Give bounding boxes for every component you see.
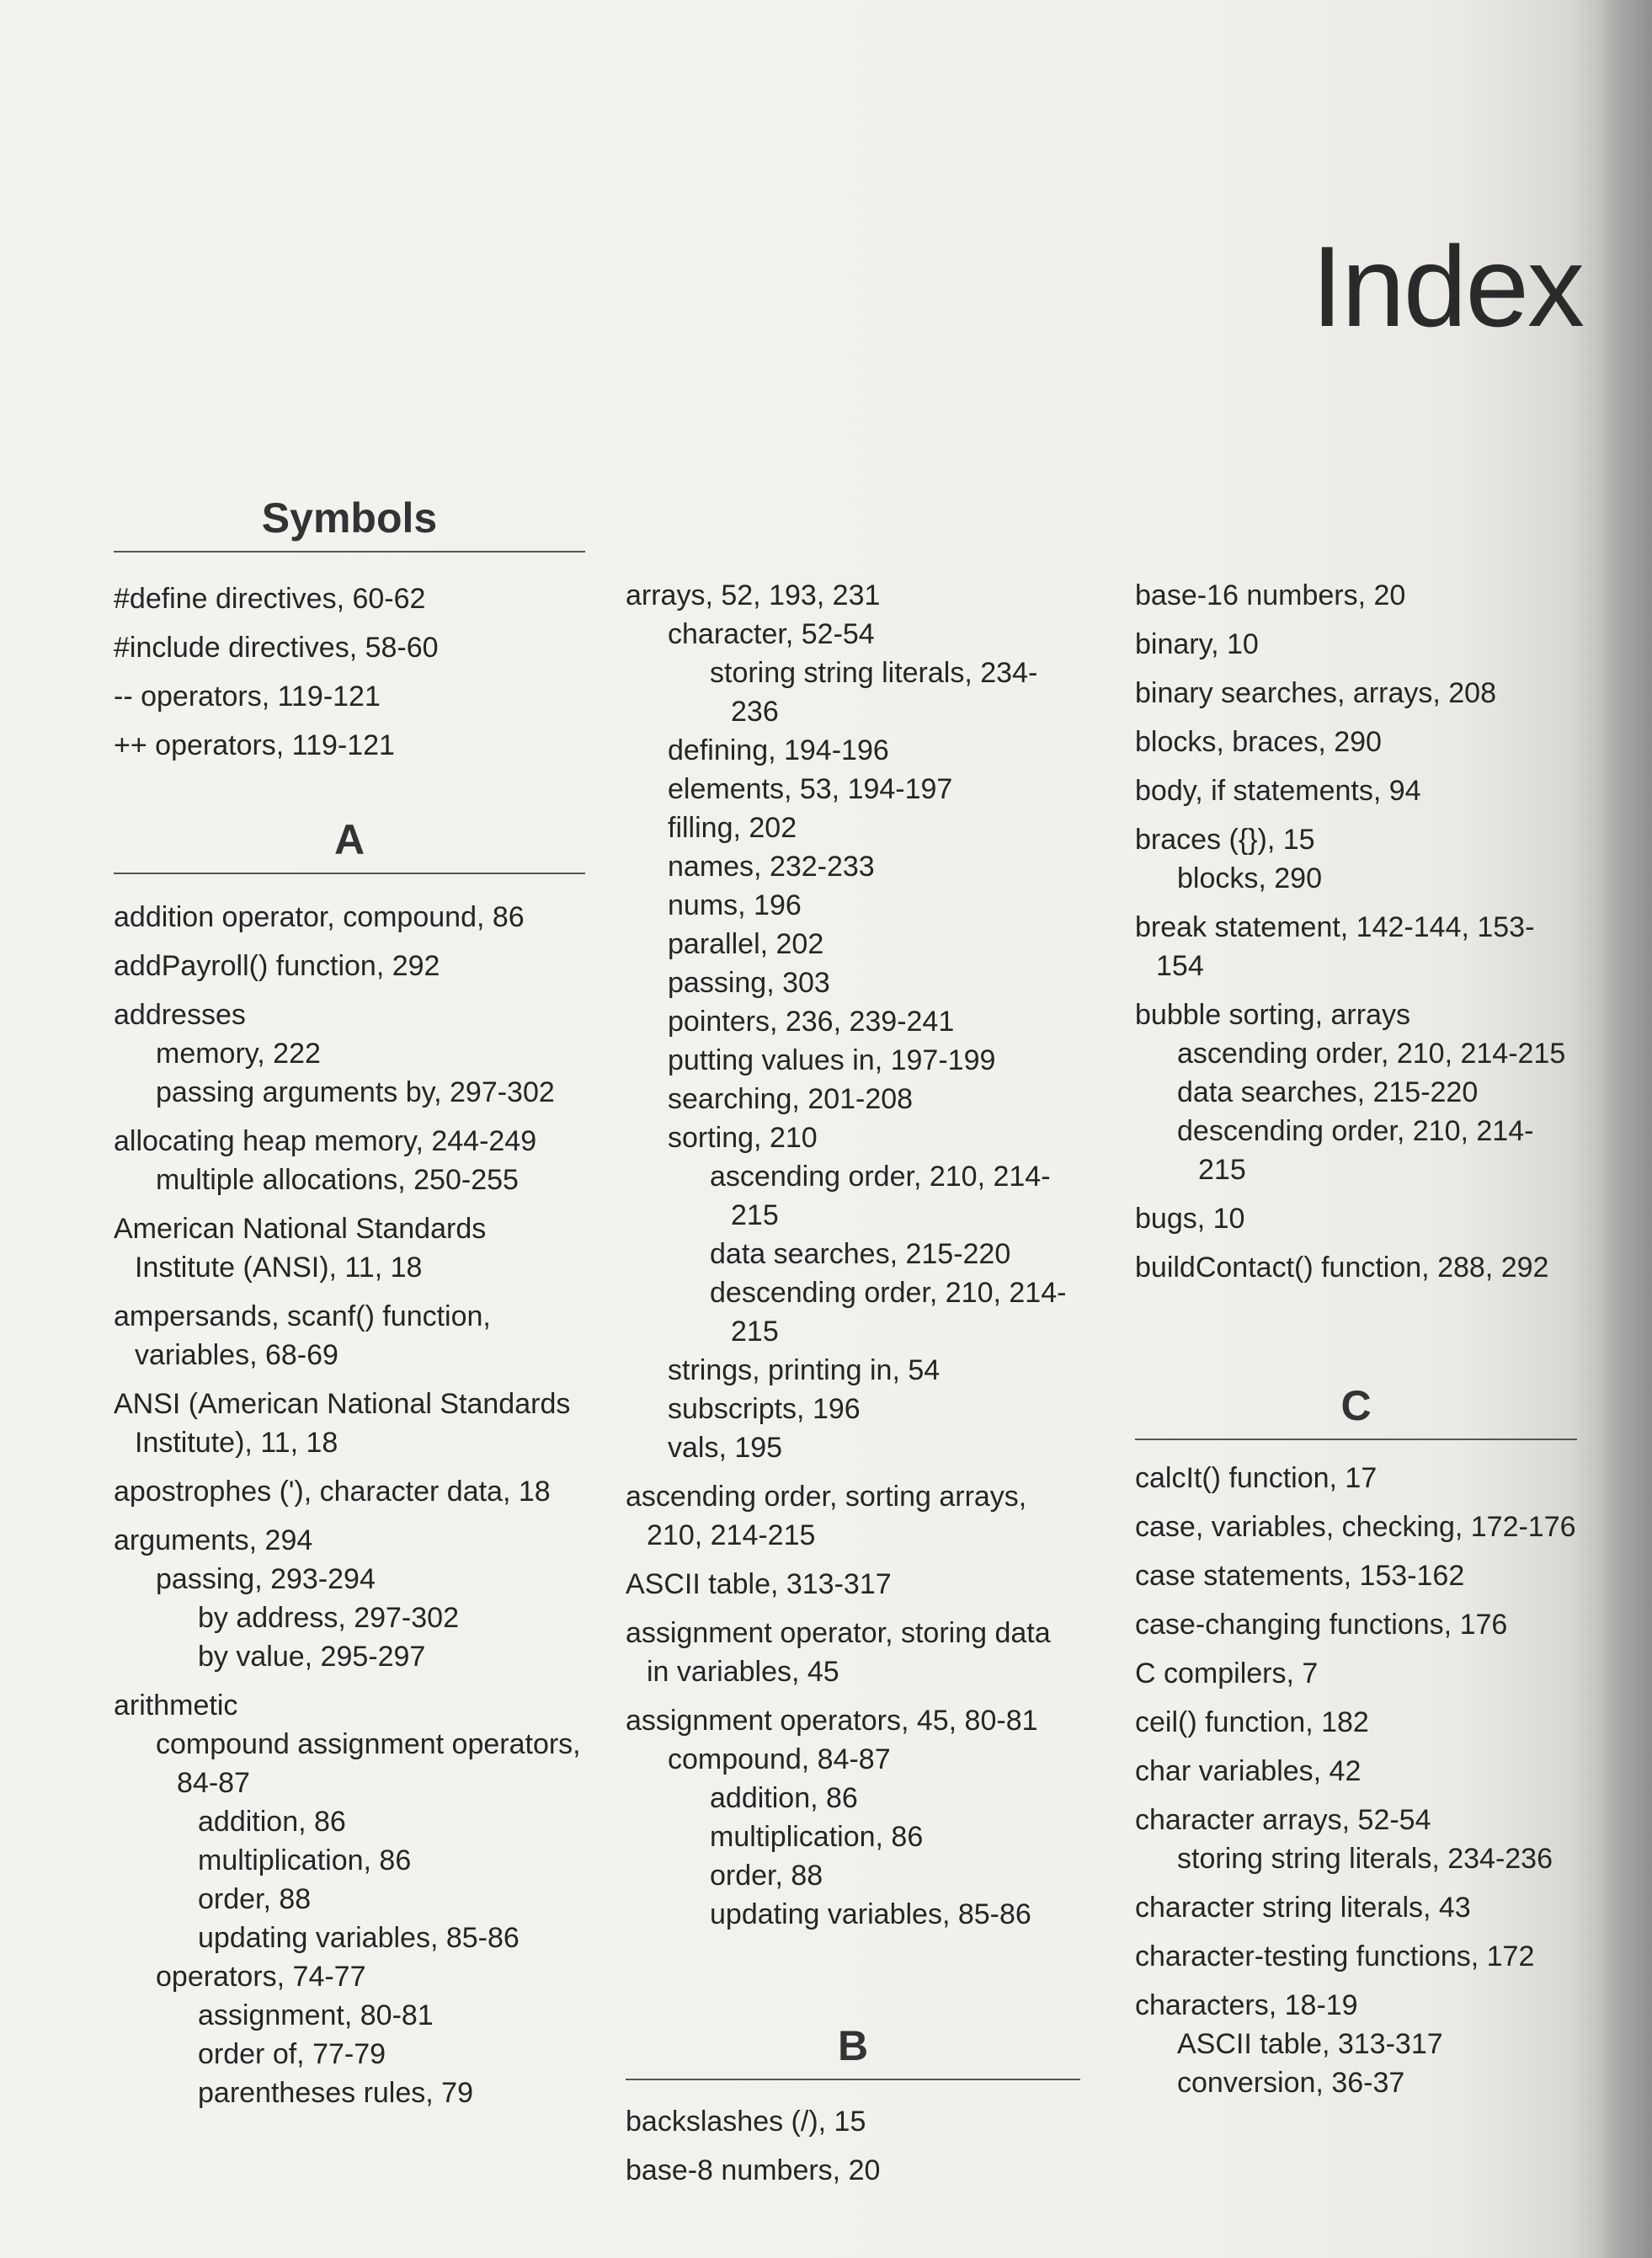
section-header-symbols (114, 494, 585, 552)
index-entry: C compilers, 7 (1135, 1657, 1319, 1689)
section-entries-b-cont (1135, 576, 1577, 1297)
index-subentry: multiple allocations, 250-255 (156, 1164, 519, 1196)
index-subentry: ascending order, 210, 214-215 (710, 1161, 1051, 1231)
index-subentry: parentheses rules, 79 (198, 2077, 473, 2109)
index-entry: ceil() function, 182 (1135, 1706, 1369, 1738)
index-subentry: strings, printing in, 54 (668, 1354, 941, 1386)
index-subentry: passing, 293-294 (156, 1563, 376, 1595)
index-entry: char variables, 42 (1135, 1755, 1362, 1787)
index-subentry: parallel, 202 (668, 928, 824, 960)
index-subentry: subscripts, 196 (668, 1393, 861, 1425)
index-subentry: descending order, 210, 214-215 (1177, 1115, 1534, 1186)
index-entry: bubble sorting, arrays (1135, 999, 1410, 1031)
index-entry: braces ({}), 15 (1135, 824, 1315, 856)
section-heading: C (1340, 1382, 1372, 1429)
index-subentry: elements, 53, 194-197 (668, 773, 953, 805)
index-entry: arrays, 52, 193, 231 (626, 579, 881, 611)
section-heading: Symbols (261, 494, 438, 542)
index-entry: allocating heap memory, 244-249 (114, 1125, 537, 1157)
section-rule (114, 551, 585, 552)
index-entry: assignment operators, 45, 80-81 (626, 1705, 1038, 1737)
index-subentry: order, 88 (710, 1860, 823, 1892)
index-entry: case-changing functions, 176 (1135, 1609, 1508, 1641)
index-subentry: defining, 194-196 (668, 734, 889, 766)
index-entry: character string literals, 43 (1135, 1892, 1471, 1924)
section-heading: A (333, 816, 365, 863)
index-subentry: addition, 86 (710, 1782, 858, 1814)
index-entry: American National Standards Institute (ANSI), 11, 18 (114, 1213, 487, 1284)
index-subentry: storing string literals, 234-236 (710, 657, 1038, 728)
index-subentry: updating variables, 85-86 (198, 1922, 520, 1954)
index-subentry: updating variables, 85-86 (710, 1898, 1031, 1930)
index-entry: arithmetic (114, 1689, 238, 1722)
section-entries-a (114, 898, 585, 2112)
index-entry: ampersands, scanf() function, variables, 68-69 (114, 1300, 491, 1371)
index-entry: binary, 10 (1135, 628, 1259, 660)
index-subentry: names, 232-233 (668, 851, 875, 883)
index-entry: addresses (114, 999, 246, 1031)
index-subentry: multiplication, 86 (198, 1844, 412, 1876)
page-edge-shadow (1601, 0, 1652, 2258)
index-subentry: by address, 297-302 (198, 1602, 459, 1634)
index-entry: #include directives, 58-60 (114, 632, 439, 664)
index-subentry: character, 52-54 (668, 618, 875, 650)
index-subentry: by value, 295-297 (198, 1641, 426, 1673)
index-entry: #define directives, 60-62 (114, 583, 426, 615)
index-entry: ASCII table, 313-317 (626, 1568, 892, 1600)
index-entry: body, if statements, 94 (1135, 775, 1421, 807)
index-entry: addPayroll() function, 292 (114, 950, 440, 982)
index-subentry: multiplication, 86 (710, 1821, 924, 1853)
index-subentry: ASCII table, 313-317 (1177, 2028, 1443, 2060)
index-entry: ascending order, sorting arrays, 210, 214-215 (626, 1481, 1027, 1551)
index-entry: character arrays, 52-54 (1135, 1804, 1431, 1836)
section-header-b (626, 2022, 1080, 2080)
index-entry: blocks, braces, 290 (1135, 726, 1382, 758)
index-entry: addition operator, compound, 86 (114, 901, 525, 933)
index-subentry: filling, 202 (668, 812, 797, 844)
index-subentry: compound assignment operators, 84-87 (156, 1728, 581, 1799)
index-subentry: assignment, 80-81 (198, 1999, 434, 2031)
index-subentry: ascending order, 210, 214-215 (1177, 1038, 1566, 1070)
index-subentry: addition, 86 (198, 1806, 346, 1838)
index-subentry: sorting, 210 (668, 1122, 818, 1154)
index-entry: backslashes (/), 15 (626, 2106, 866, 2138)
section-entries-symbols (114, 579, 585, 775)
index-entry: ANSI (American National Standards Institute), 11, 18 (114, 1388, 571, 1459)
index-entry: characters, 18-19 (1135, 1989, 1358, 2021)
index-subentry: putting values in, 197-199 (668, 1044, 996, 1076)
page-title: Index (1311, 222, 1583, 350)
section-header-c (1135, 1382, 1577, 1440)
section-rule (1135, 1439, 1577, 1440)
index-subentry: order of, 77-79 (198, 2038, 386, 2070)
index-entry: calcIt() function, 17 (1135, 1462, 1378, 1494)
index-subentry: operators, 74-77 (156, 1961, 366, 1993)
index-entry: base-16 numbers, 20 (1135, 579, 1406, 611)
section-entries-a-cont (626, 576, 1080, 1934)
index-subentry: storing string literals, 234-236 (1177, 1843, 1553, 1875)
index-entry: bugs, 10 (1135, 1203, 1245, 1235)
index-entry: arguments, 294 (114, 1524, 313, 1556)
index-entry: -- operators, 119-121 (114, 681, 381, 713)
index-subentry: blocks, 290 (1177, 862, 1322, 894)
index-subentry: passing, 303 (668, 967, 830, 999)
index-subentry: nums, 196 (668, 889, 802, 921)
section-rule (114, 873, 585, 874)
index-subentry: searching, 201-208 (668, 1083, 914, 1115)
section-heading: B (837, 2022, 869, 2069)
index-subentry: data searches, 215-220 (1177, 1076, 1479, 1108)
index-subentry: compound, 84-87 (668, 1743, 891, 1775)
index-subentry: descending order, 210, 214-215 (710, 1277, 1067, 1348)
section-entries-c (1135, 1459, 1577, 2102)
index-entry: ++ operators, 119-121 (114, 729, 395, 761)
index-entry: case, variables, checking, 172-176 (1135, 1511, 1576, 1543)
index-subentry: memory, 222 (156, 1038, 321, 1070)
index-subentry: pointers, 236, 239-241 (668, 1006, 955, 1038)
index-entry: base-8 numbers, 20 (626, 2154, 881, 2186)
index-subentry: data searches, 215-220 (710, 1238, 1011, 1270)
index-entry: character-testing functions, 172 (1135, 1940, 1535, 1972)
index-subentry: conversion, 36-37 (1177, 2067, 1405, 2099)
index-subentry: vals, 195 (668, 1432, 783, 1464)
index-subentry: order, 88 (198, 1883, 312, 1915)
index-subentry: passing arguments by, 297-302 (156, 1076, 555, 1108)
index-entry: apostrophes ('), character data, 18 (114, 1476, 551, 1508)
index-entry: binary searches, arrays, 208 (1135, 677, 1496, 709)
section-header-a (114, 816, 585, 874)
section-entries-b (626, 2102, 1080, 2200)
index-entry: assignment operator, storing data in variables, 45 (626, 1617, 1051, 1688)
section-rule (626, 2079, 1080, 2080)
index-entry: buildContact() function, 288, 292 (1135, 1252, 1549, 1284)
index-entry: break statement, 142-144, 153-154 (1135, 911, 1535, 982)
index-entry: case statements, 153-162 (1135, 1560, 1465, 1592)
